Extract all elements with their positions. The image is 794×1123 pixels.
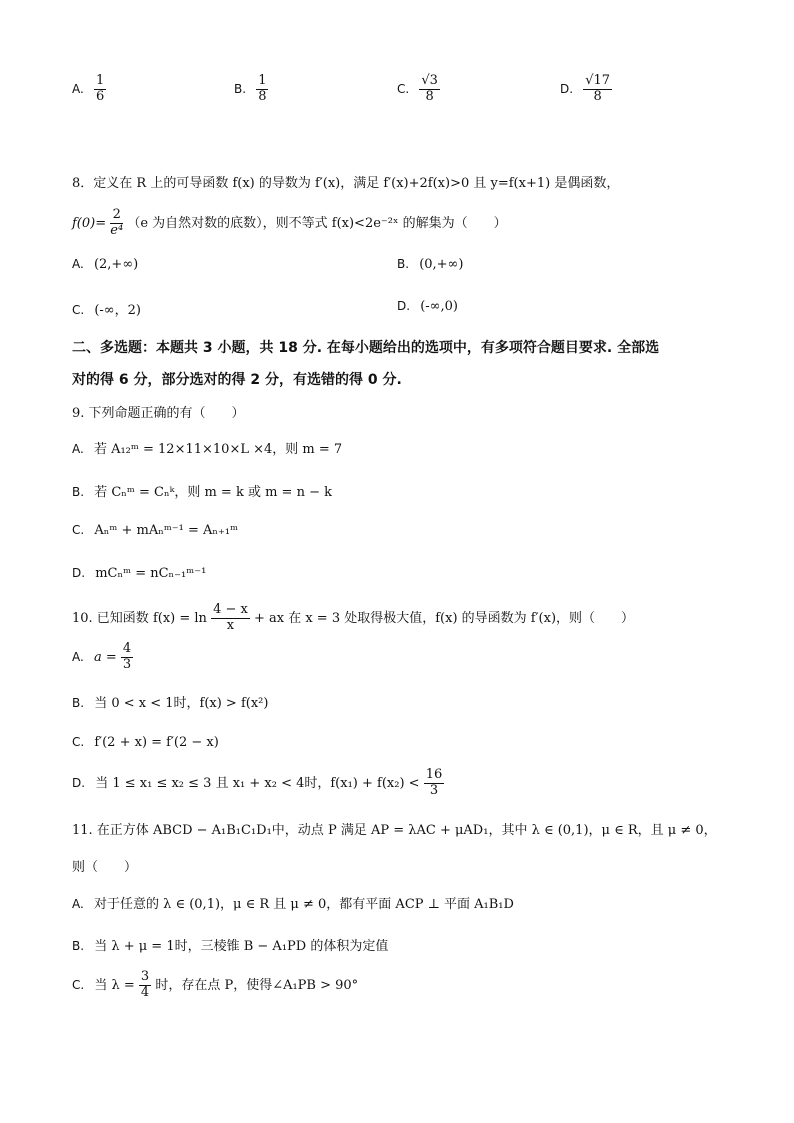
option-text: (2,+∞) (93, 257, 139, 272)
option-text: 当 0 < x < 1时，f(x) > f(x²) (94, 696, 269, 711)
fraction: $\frac{√3}{8}$ (421, 73, 438, 104)
fraction: $\frac{1}{6}$ (95, 73, 105, 104)
option-letter: B. (72, 696, 85, 710)
q9-option-b (72, 481, 332, 500)
option-text: f′(2 + x) = f′(2 − x) (94, 735, 219, 750)
option-text: (-∞，2) (94, 303, 141, 318)
q11-stem-line1: 11. 在正方体 ABCD − A₁B₁C₁D₁中，动点 P 满足 AP = λAC + μAD₁，其中 λ ∈ (0,1)，μ ∈ R，且 μ ≠ 0， (72, 823, 717, 838)
option-letter: A. (72, 81, 84, 96)
option-letter: D. (397, 299, 411, 313)
fraction: $\frac{4 - x}{x}$ (213, 602, 248, 633)
option-letter: D. (72, 566, 86, 580)
q9-option-d (72, 566, 206, 581)
section-heading-line2: 对的得 6 分，部分选对的得 2 分，有选错的得 0 分. (72, 372, 402, 388)
option-text: 若 Cₙᵐ = Cₙᵏ，则 m = k 或 m = n − k (94, 485, 332, 500)
option-letter: B. (72, 485, 85, 499)
q7-option-c (397, 74, 440, 105)
q7-option-b (234, 74, 268, 105)
option-letter: C. (72, 977, 85, 992)
option-letter: A. (72, 442, 84, 456)
q11-option-a (72, 893, 514, 912)
q8-option-a (72, 257, 138, 272)
option-letter: A. (72, 257, 84, 271)
option-letter: D. (560, 81, 574, 96)
q11-option-c: C. 当 λ = $\frac{3}{4}$ 时，存在点 P，使得∠A₁PB > 90° (72, 969, 359, 1000)
option-text: (-∞,0) (420, 299, 458, 314)
option-letter: B. (72, 939, 85, 953)
option-letter: C. (72, 303, 85, 317)
option-letter: C. (397, 81, 410, 96)
fraction: $\frac{4}{3}$ (122, 641, 132, 672)
q10-option-c (72, 735, 219, 750)
fraction: $\frac{3}{4}$ (140, 969, 150, 1000)
q8-option-c (72, 299, 141, 318)
q11-option-b (72, 935, 388, 954)
q7-option-d (560, 74, 612, 105)
option-letter: B. (397, 257, 410, 271)
option-letter: A. (72, 897, 84, 911)
option-text: 当 λ + μ = 1时，三棱锥 B − A₁PD 的体积为定值 (94, 939, 389, 954)
fraction: $\frac{√17}{8}$ (585, 73, 611, 104)
option-text: Aₙᵐ + mAₙᵐ⁻¹ = Aₙ₊₁ᵐ (94, 523, 239, 538)
option-letter: B. (234, 81, 247, 96)
option-text: (0,+∞) (419, 257, 464, 272)
q10-option-a: A. a = $\frac{4}{3}$ (72, 641, 132, 672)
option-text: mCₙᵐ = nCₙ₋₁ᵐ⁻¹ (95, 566, 207, 581)
q10-option-d: D. 当 1 ≤ x₁ ≤ x₂ ≤ 3 且 x₁ + x₂ < 4时，f(x₁) + f(x₂) < $\frac{16}{3}$ (72, 767, 443, 798)
option-letter: C. (72, 735, 85, 749)
q8-stem-line1: 8．定义在 R 上的可导函数 f(x) 的导数为 f′(x)，满足 f′(x)+2f(x)>0 且 y=f(x+1) 是偶函数， (72, 176, 620, 191)
q9-stem: 9. 下列命题正确的有（ ） (72, 406, 245, 421)
q8-option-b (397, 257, 463, 272)
fraction: $\frac{2}{\text{e⁴}}$ (110, 207, 124, 238)
fraction: $\frac{16}{3}$ (425, 767, 443, 798)
q9-option-c (72, 523, 238, 538)
option-text: 对于任意的 λ ∈ (0,1)，μ ∈ R 且 μ ≠ 0，都有平面 ACP ⊥ 平面 A₁B₁D (93, 897, 514, 912)
q8-stem-line2: f(0)= $\frac{2}{\text{e⁴}}$ （e 为自然对数的底数），则不等式 f(x)<2e⁻²ˣ 的解集为（ ） (72, 207, 507, 238)
option-text: 若 A₁₂ᵐ = 12×11×10×L ×4，则 m = 7 (93, 442, 343, 457)
option-letter: D. (72, 775, 86, 790)
q7-option-a (72, 74, 106, 105)
option-letter: A. (72, 649, 84, 664)
q8-option-d (397, 299, 458, 314)
q9-option-a (72, 438, 342, 457)
q11-stem-line2: 则（ ） (72, 860, 138, 875)
section-heading-line1: 二、多选题：本题共 3 小题，共 18 分. 在每小题给出的选项中，有多项符合题目要求. 全部选 (72, 340, 660, 356)
option-letter: C. (72, 523, 85, 537)
q10-stem: 10. 已知函数 f(x) = ln $\frac{4 - x}{x}$ + ax 在 x = 3 处取得极大值，f(x) 的导函数为 f′(x)，则（ ） (72, 602, 635, 633)
fraction: $\frac{1}{8}$ (258, 73, 267, 104)
q10-option-b (72, 692, 268, 711)
